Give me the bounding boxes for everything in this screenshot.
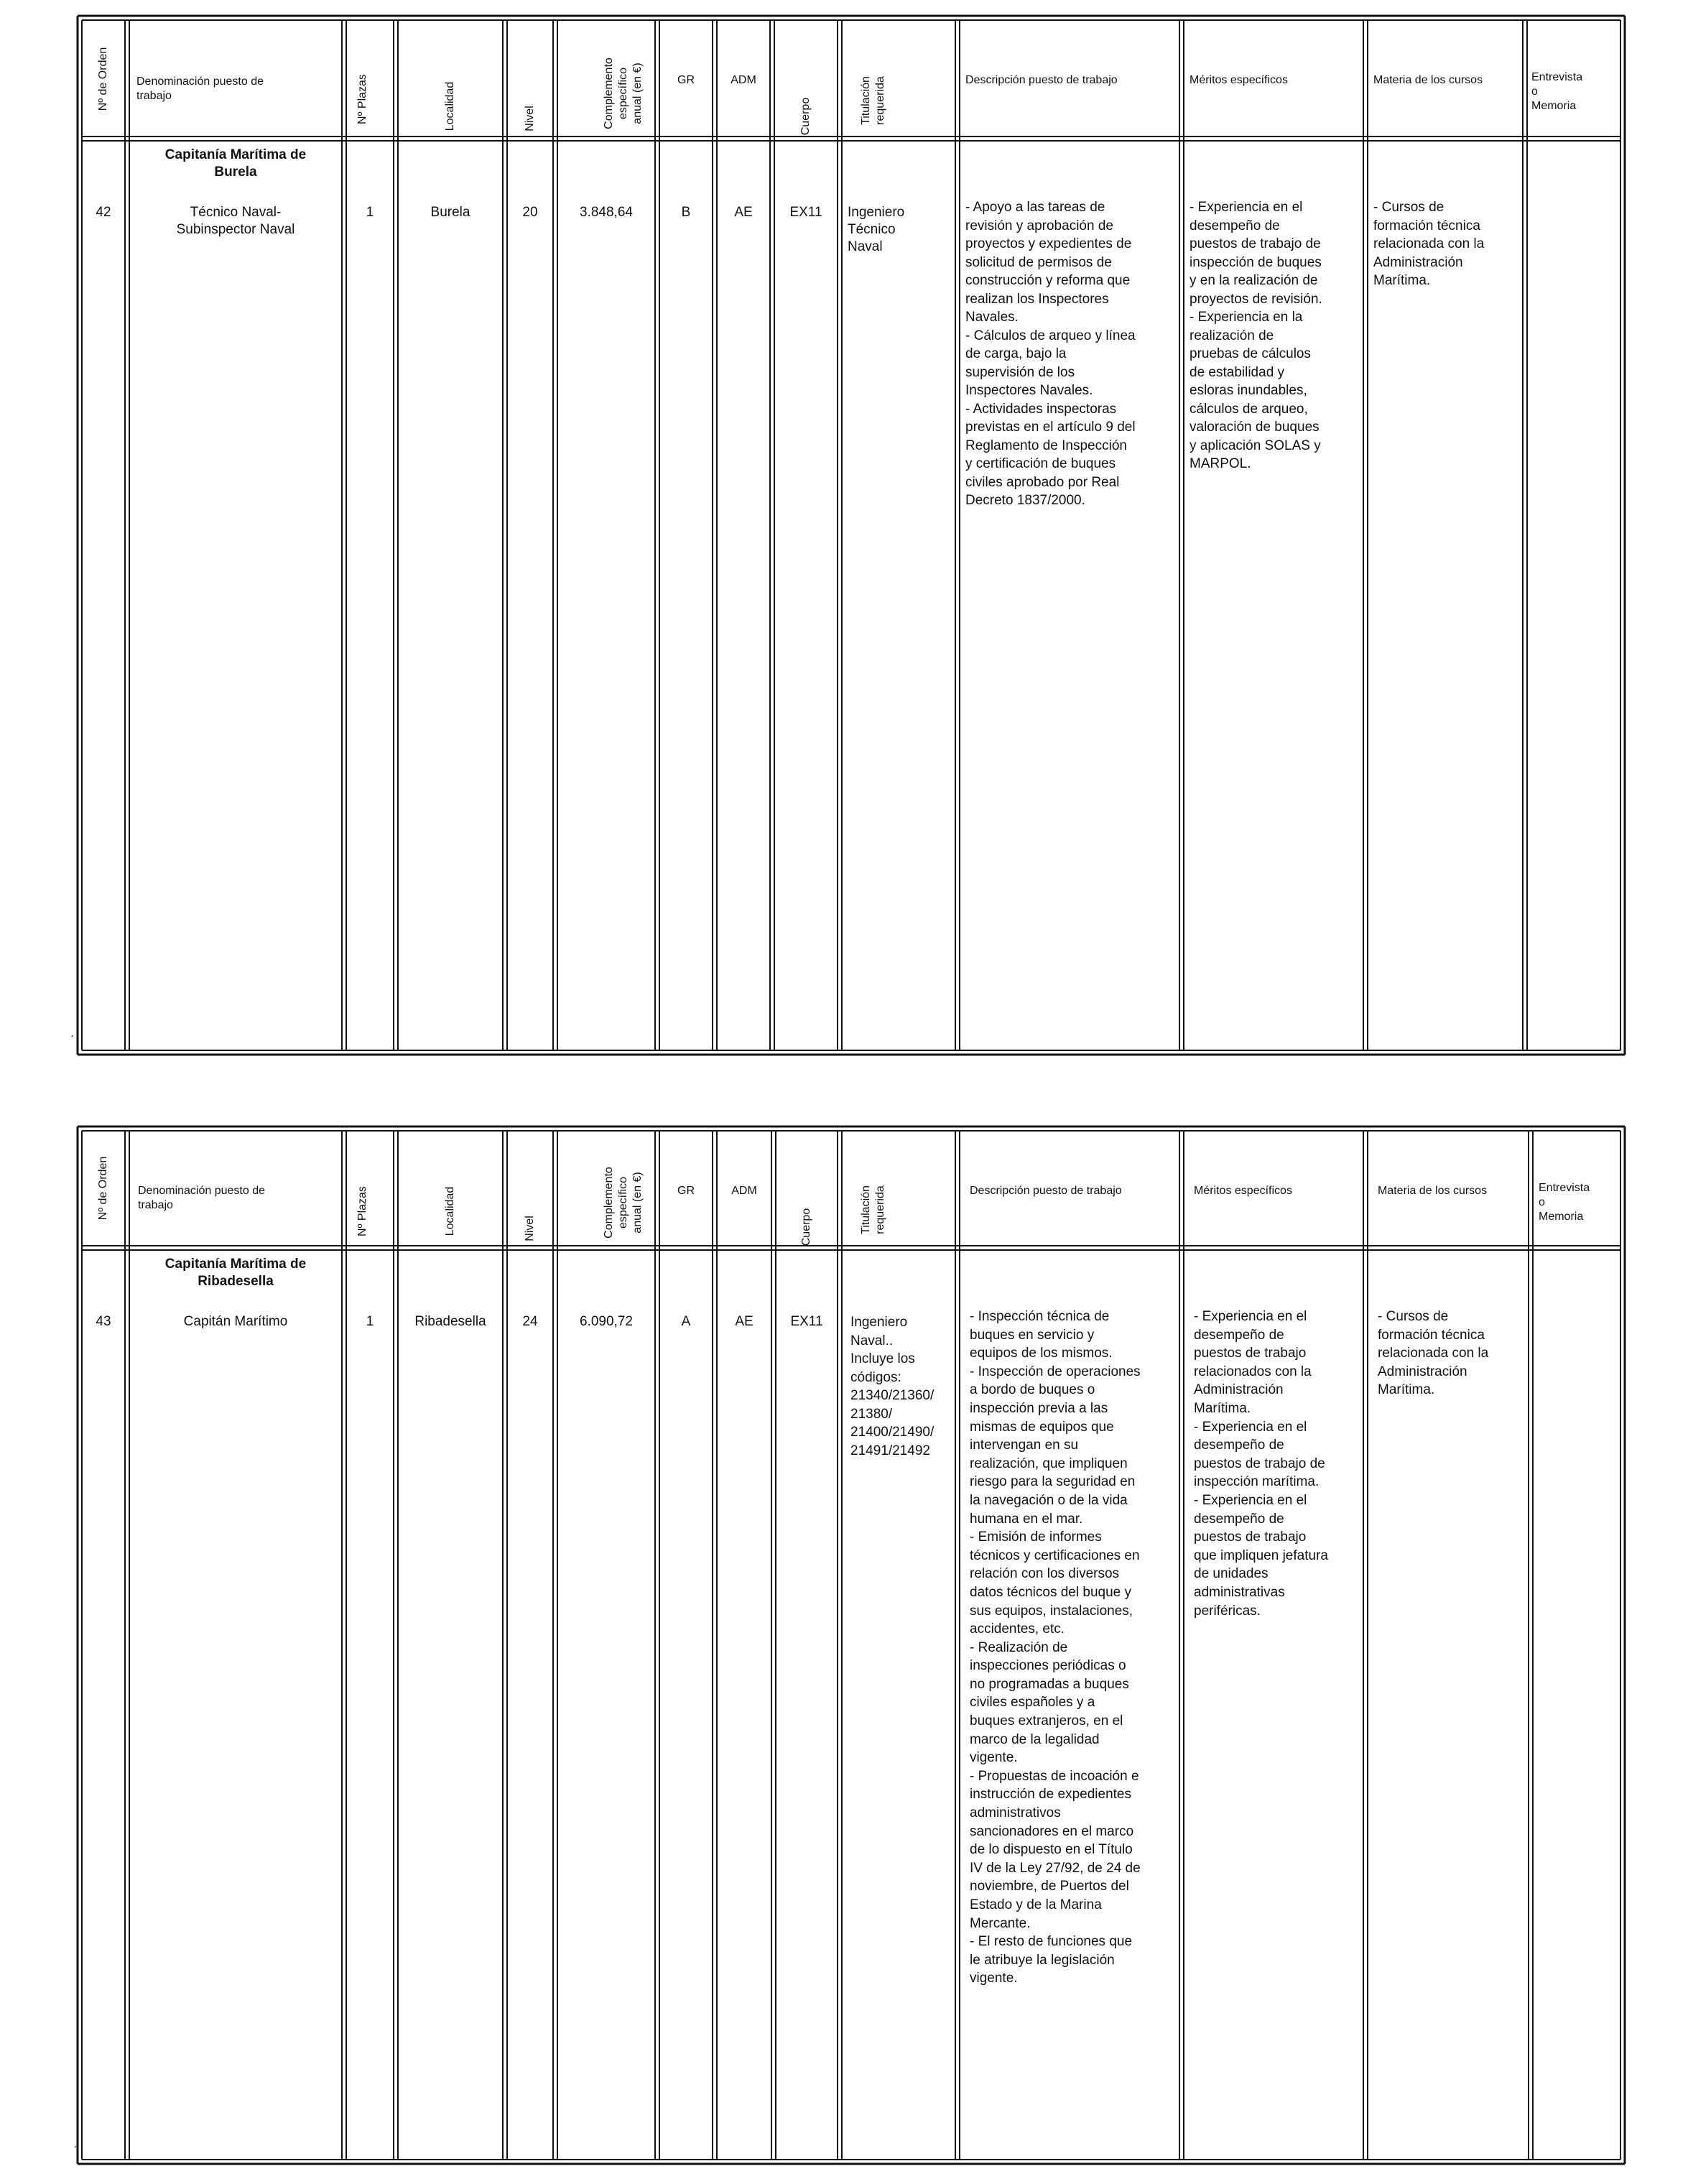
row-43-adm: AE (735, 1314, 753, 1329)
row-42-meritos: - Experiencia en el desempeño de puestos de trabajo de inspección de buques y en la realización de proyectos de revisión. - Experiencia en la realización de pruebas de cálculos de estabilidad y esloras inundables, cálculos de arqueo, valoración de buques y aplicación SOLAS y MARPOL. (1190, 200, 1322, 471)
row-43-meritos: - Experiencia en el desempeño de puestos de trabajo relacionados con la Administración Marítima. - Experiencia en el desempeño de puestos de trabajo de inspección marítima. - Experiencia en el desempeño de puestos de trabajo que impliquen jefatura de unidades administrativas periféricas. (1194, 1309, 1328, 1619)
row-42-descripcion: - Apoyo a las tareas de revisión y aprobación de proyectos y expedientes de solicitud de permisos de construcción y reforma que realizan los Inspectores Navales. - Cálculos de arqueo y línea de carga, bajo la supervisión de los Inspectores Navales. - Actividades inspectoras previstas en el artículo 9 del Reglamento de Inspección y certificación de buques civiles aprobado por Real Decreto 1837/2000. (965, 200, 1136, 508)
header-entrevista: Entrevista o Memoria (1531, 71, 1583, 112)
header-complemento-2: Complemento específico anual (en €) (603, 1167, 644, 1239)
row-43-descripcion: - Inspección técnica de buques en servicio y equipos de los mismos. - Inspección de operaciones a bordo de buques o inspección previa a las mismas de equipos que intervengan en su realización, que impliquen riesgo para la seguridad en la navegación o de la vida humana en el mar. - Emisión de informes técnicos y certificaciones en relación con los diversos datos técnicos del buque y sus equipos, instalaciones, accidentes, etc. - Realización de inspecciones periódicas o no programadas a buques civiles españoles y a buques extranjeros, en el marco de la legalidad vigente. - Propuestas de incoación e instrucción de expedientes administrativos sancionadores en el marco de lo dispuesto en el Título IV de la Ley 27/92, de 24 de noviembre, de Puertos del Estado y de la Marina Mercante. - El resto de funciones que le atribuye la legislación vigente. (970, 1309, 1141, 1986)
row-43-nivel: 24 (522, 1314, 538, 1329)
header-materia-2: Materia de los cursos (1378, 1185, 1488, 1197)
header-orden-2: Nº de Orden (97, 1156, 109, 1221)
row-43-unit: Capitanía Marítima de Ribadesella (164, 1257, 307, 1289)
header-gr-2: GR (677, 1185, 695, 1197)
header-plazas-2: Nº Plazas (356, 1186, 368, 1236)
header-complemento: Complemento específico anual (en €) (603, 57, 644, 129)
header-meritos: Méritos específicos (1190, 74, 1288, 86)
scan-mark-bottom: ˊ (73, 2145, 78, 2157)
header-orden: Nº de Orden (97, 47, 109, 111)
row-42-gr: B (681, 205, 691, 220)
header-meritos-2: Méritos específicos (1194, 1185, 1292, 1197)
row-42-materia: - Cursos de formación técnica relacionada con la Administración Marítima. (1373, 200, 1485, 288)
header-gr: GR (677, 74, 695, 86)
row-42-nivel: 20 (522, 205, 538, 220)
row-42-unit: Capitanía Marítima de Burela (164, 147, 307, 180)
row-43-complemento: 6.090,72 (580, 1314, 633, 1329)
row-43-cuerpo: EX11 (790, 1314, 823, 1329)
header-descripcion: Descripción puesto de trabajo (965, 74, 1118, 86)
row-43-gr: A (681, 1314, 691, 1329)
row-42-cuerpo: EX11 (789, 205, 822, 220)
row-42-adm: AE (734, 205, 753, 220)
header-cuerpo: Cuerpo (799, 97, 812, 136)
row-43-denominacion: Capitán Marítimo (183, 1314, 288, 1329)
header-adm-2: ADM (731, 1185, 757, 1197)
header-entrevista-2: Entrevista o Memoria (1539, 1182, 1590, 1223)
header-nivel: Nivel (524, 106, 536, 131)
row-42-localidad: Burela (430, 205, 470, 220)
row-42-orden: 42 (96, 205, 111, 220)
header-cuerpo-2: Cuerpo (800, 1208, 812, 1246)
row-43-titulacion: Ingeniero Naval.. Incluye los códigos: 21340/21360/ 21380/ 21400/21490/ 21491/21492 (850, 1315, 935, 1458)
header-descripcion-2: Descripción puesto de trabajo (970, 1185, 1122, 1197)
row-42-titulacion: Ingeniero Técnico Naval (848, 205, 905, 254)
header-localidad-2: Localidad (444, 1186, 456, 1236)
header-localidad: Localidad (444, 81, 456, 131)
header-materia: Materia de los cursos (1373, 74, 1483, 86)
header-denominacion: Denominación puesto de trabajo (136, 75, 264, 102)
row-42-plazas: 1 (366, 205, 374, 220)
header-adm: ADM (731, 74, 756, 86)
scan-mark-top: ˊ (70, 1035, 75, 1047)
header-titulacion-2: Titulación requerida (860, 1185, 886, 1234)
row-43-localidad: Ribadesella (414, 1314, 486, 1329)
row-43-materia: - Cursos de formación técnica relacionada con la Administración Marítima. (1378, 1309, 1489, 1398)
row-43-plazas: 1 (366, 1314, 374, 1329)
header-denominacion-2: Denominación puesto de trabajo (138, 1185, 266, 1211)
row-42-denominacion: Técnico Naval- Subinspector Naval (176, 205, 295, 237)
header-titulacion: Titulación requerida (860, 76, 886, 125)
header-plazas: Nº Plazas (356, 74, 368, 124)
header-nivel-2: Nivel (524, 1216, 536, 1241)
row-43-orden: 43 (96, 1314, 111, 1329)
row-42-complemento: 3.848,64 (580, 205, 633, 220)
